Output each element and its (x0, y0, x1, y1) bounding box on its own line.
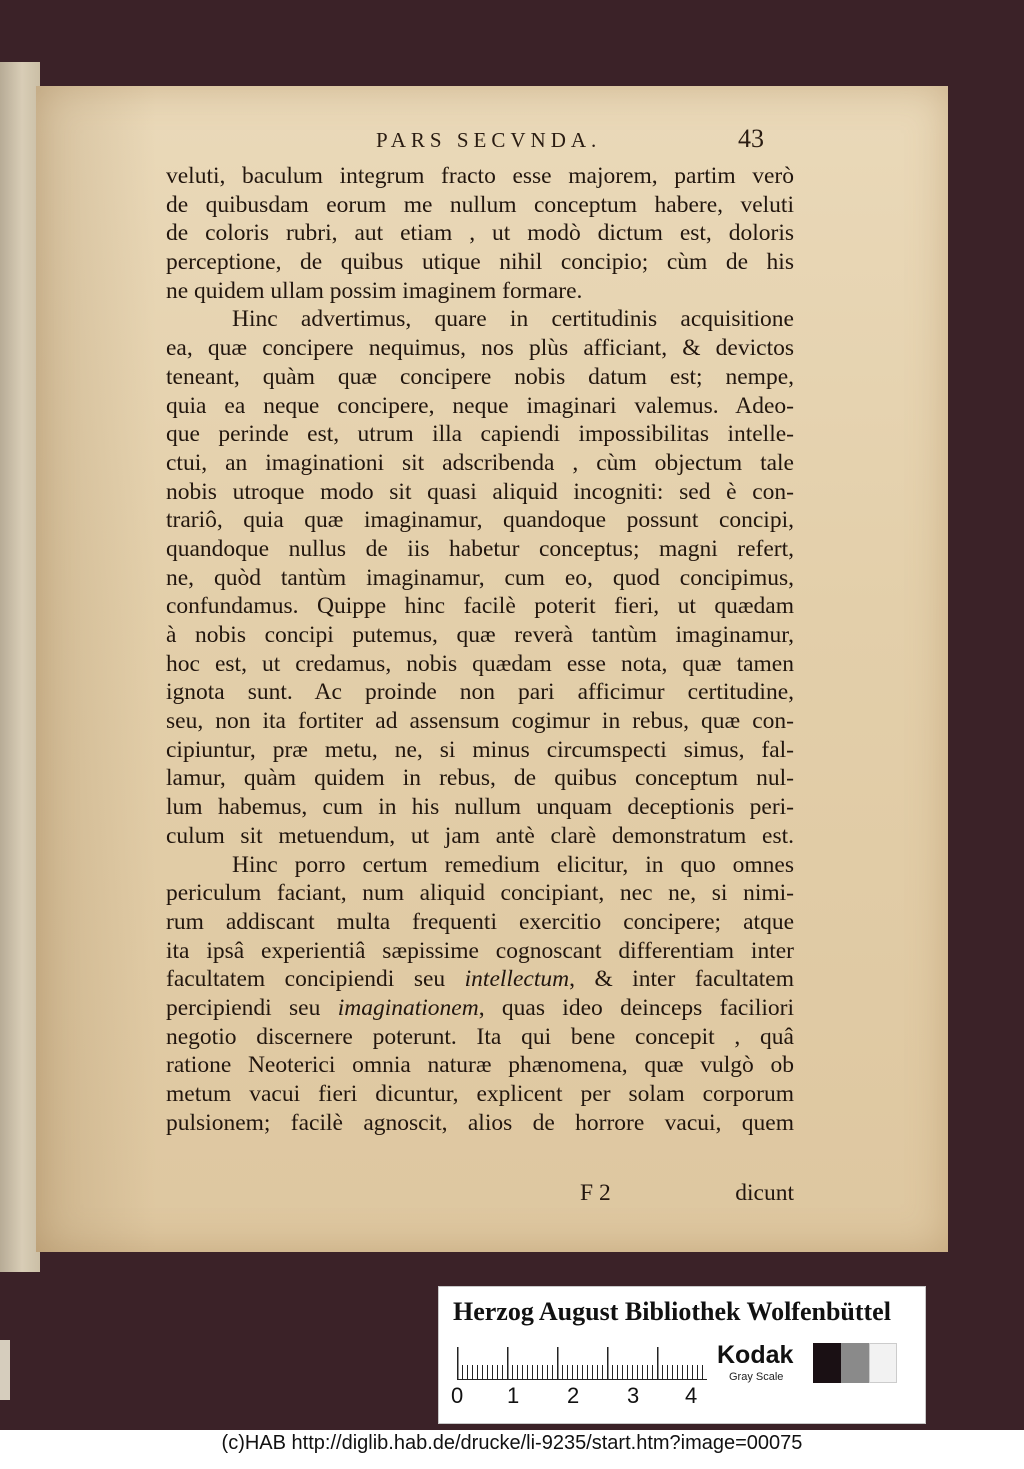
text-line: ctui, an imaginationi sit adscribenda , cùm objectum tale (166, 449, 794, 476)
catchword: dicunt (735, 1180, 794, 1206)
book-page (36, 86, 948, 1252)
ruler-number: 0 (451, 1383, 464, 1408)
text-line: pulsionem; facilè agnoscit, alios de horrore vacui, quem (166, 1109, 794, 1136)
ruler-number: 2 (567, 1383, 580, 1408)
text-line: cipiuntur, præ metu, ne, si minus circumspecti simus, fal- (166, 736, 794, 763)
italic-term: intellectum (464, 966, 570, 993)
text-line (166, 965, 794, 994)
text-line: periculum faciant, num aliquid concipiant, nec ne, si nimi- (166, 880, 794, 907)
signature-mark: F 2 (580, 1180, 611, 1206)
text-block (166, 162, 794, 1137)
brand-logo: Kodak (717, 1341, 794, 1369)
ruler-number: 1 (507, 1383, 520, 1408)
text-fragment: , quas ideo deinceps faciliori (478, 994, 794, 1021)
brand-subtitle: Gray Scale (729, 1371, 784, 1383)
text-line: de coloris rubri, aut etiam , ut modò dictum est, doloris (166, 220, 794, 247)
page-footer (166, 1180, 794, 1210)
text-line: culum sit metuendum, ut jam antè clarè demonstratum est. (166, 822, 794, 849)
color-target-card (438, 1286, 926, 1424)
text-line: lamur, quàm quidem in rebus, de quibus conceptum nul- (166, 765, 794, 792)
library-name: Herzog August Bibliothek Wolfenbüttel (453, 1297, 891, 1326)
text-fragment: percipiendi seu (166, 994, 338, 1021)
text-line: quandoque nullus de iis habetur conceptus; magni refert, (166, 535, 794, 562)
text-line: quia ea neque concipere, neque imaginari valemus. Adeo- (166, 392, 794, 419)
text-line: ita ipsâ experientiâ sæpissime cognoscant differentiam inter (166, 937, 794, 964)
text-line: seu, non ita fortiter ad assensum cogimur in rebus, quæ con- (166, 708, 794, 735)
text-line: ne, quòd tantùm imaginamur, cum eo, quod concipimus, (166, 564, 794, 591)
copyright-caption: (c)HAB http://diglib.hab.de/drucke/li-9235/start.htm?image=00075 (221, 1432, 803, 1454)
text-line: rum addiscant multa frequenti exercitio concipere; atque (166, 908, 794, 935)
text-line: ea, quæ concipere nequimus, nos plùs afficiant, & devictos (166, 335, 794, 362)
text-line: de quibusdam eorum me nullum conceptum habere, veluti (166, 191, 794, 218)
scale-ruler-major-ticks (457, 1347, 707, 1379)
facing-page-edge (0, 62, 40, 1272)
ruler-number: 4 (685, 1383, 698, 1408)
gray-patch-mid (841, 1343, 869, 1383)
text-line: hoc est, ut credamus, nobis quædam esse nota, quæ tamen (166, 650, 794, 677)
book-edge (0, 1340, 10, 1400)
ruler-number: 3 (627, 1383, 640, 1408)
running-head: PARS SECVNDA. (376, 128, 602, 152)
text-fragment: facultatem concipiendi seu (166, 966, 465, 993)
text-line: ne quidem ullam possim imaginem formare. (166, 277, 583, 304)
text-line: à nobis concipi putemus, quæ reverà tantùm imaginamur, (166, 622, 794, 648)
italic-term: imaginationem (337, 994, 479, 1021)
text-line: metum vacui fieri dicuntur, explicent per solam corporum (166, 1081, 794, 1107)
text-line: negotio discernere poterunt. Ita qui bene concepit , quâ (166, 1023, 794, 1050)
text-line: confundamus. Quippe hinc facilè poterit fieri, ut quædam (166, 593, 794, 620)
text-line: ignota sunt. Ac proinde non pari afficimur certitudine, (166, 679, 794, 706)
text-line: nobis utroque modo sit quasi aliquid incogniti: sed è con- (166, 478, 794, 505)
text-line: trariô, quia quæ imaginamur, quandoque possunt concipi, (166, 507, 794, 534)
text-line: lum habemus, cum in his nullum unquam deceptionis peri- (166, 794, 794, 821)
text-line: perceptione, de quibus utique nihil concipio; cùm de his (166, 249, 794, 276)
gray-patch-dark (813, 1343, 841, 1383)
text-line: ratione Neoterici omnia naturæ phænomena, quæ vulgò ob (166, 1052, 794, 1079)
text-line: teneant, quàm quæ concipere nobis datum est; nempe, (166, 363, 794, 390)
text-fragment: , & inter facultatem (569, 966, 794, 993)
text-line: que perinde est, utrum illa capiendi impossibilitas intelle- (166, 421, 794, 448)
text-line: veluti, baculum integrum fracto esse majorem, partim verò (166, 163, 794, 189)
gray-patch-light (869, 1343, 897, 1383)
text-line (166, 994, 794, 1023)
text-line: Hinc advertimus, quare in certitudinis acquisitione (232, 306, 794, 333)
text-line: Hinc porro certum remedium elicitur, in quo omnes (232, 851, 794, 878)
page-number: 43 (738, 124, 764, 153)
